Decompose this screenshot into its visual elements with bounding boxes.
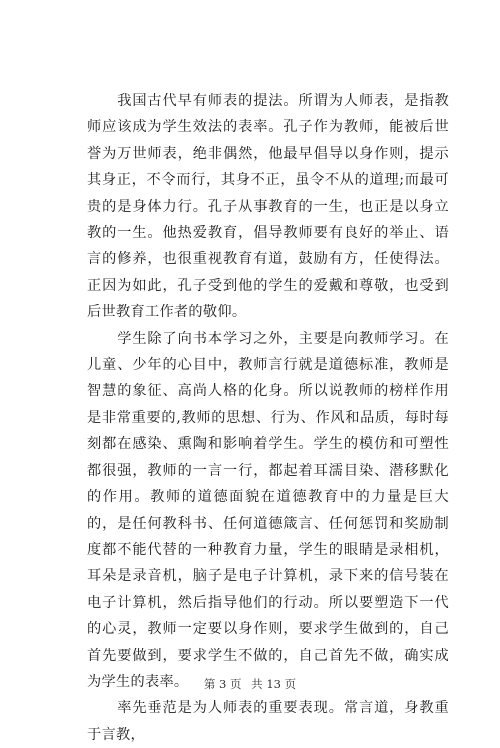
page-total: 共 13 页 — [251, 677, 297, 691]
document-body — [87, 88, 449, 748]
page-number: 第 3 页 — [203, 677, 242, 691]
paragraph-1: 我国古代早有师表的提法。所谓为人师表，是指教师应该成为学生效法的表率。孔子作为教师，能被后世誉为万世师表，绝非偶然，他最早倡导以身作则，提示其身正，不令而行，其身不正，虽令不从的道理;而最可贵的是身体力行。孔子从事教育的一生，也正是以身立教的一生。他热爱教育，倡导教师要有良好的举止、语言的修养，也很重视教育有道，鼓励有方，任使得法。正因为如此，孔子受到他的学生的爱戴和尊敬，也受到后世教育工作者的敬仰。 — [87, 93, 449, 321]
paragraph-3: 率先垂范是为人师表的重要表现。常言道，身教重于言教， — [87, 700, 449, 743]
page-footer — [0, 676, 500, 692]
paragraph-2: 学生除了向书本学习之外，主要是向教师学习。在儿童、少年的心目中，教师言行就是道德标准，教师是智慧的象征、高尚人格的化身。所以说教师的榜样作用是非常重要的,教师的思想、行为、作风和品质，每时每刻都在感染、熏陶和影响着学生。学生的模仿和可塑性都很强，教师的一言一行，都起着耳濡目染、潜移默化的作用。教师的道德面貌在道德教育中的力量是巨大的，是任何教科书、任何道德箴言、任何惩罚和奖励制度都不能代替的一种教育力量，学生的眼睛是录相机，耳朵是录音机，脑子是电子计算机，录下来的信号装在电子计算机，然后指导他们的行动。所以要塑造下一代的心灵，教师一定要以身作则，要求学生做到的，自己首先要做到，要求学生不做的，自己首先不做，确实成为学生的表率。 — [87, 330, 449, 690]
